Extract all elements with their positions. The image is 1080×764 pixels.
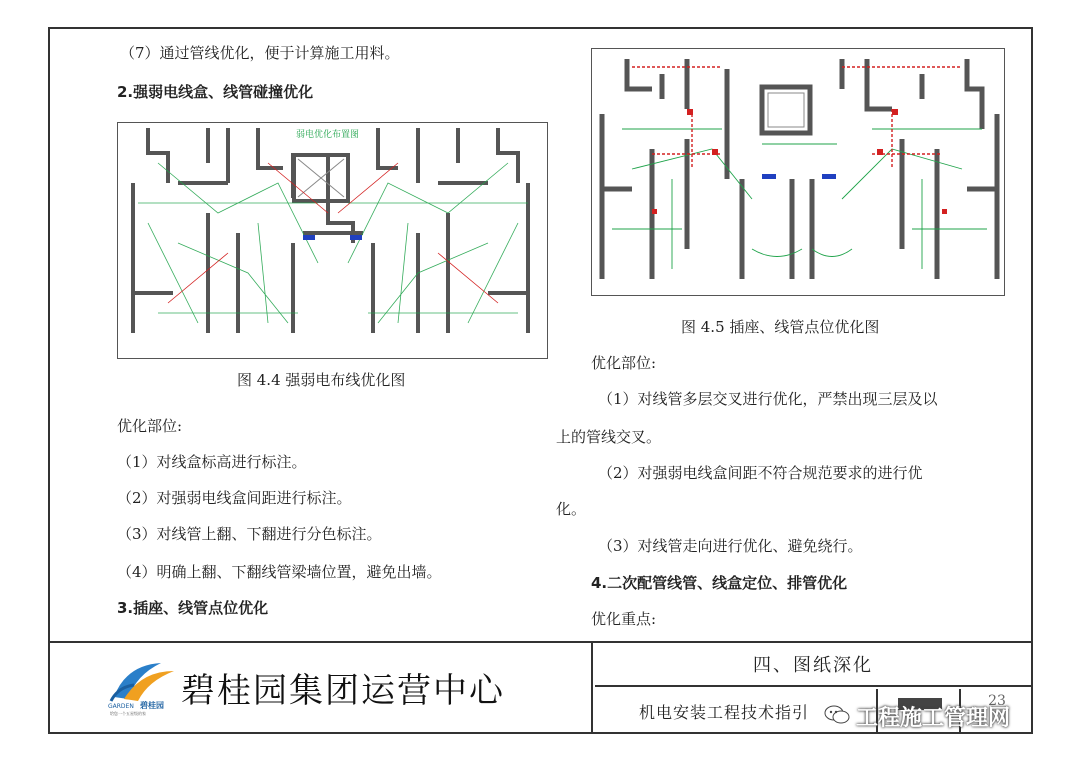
right-focus-label: 优化重点: bbox=[591, 610, 657, 628]
svg-text:碧桂园: 碧桂园 bbox=[140, 701, 164, 710]
right-item-1a: （1）对线管多层交叉进行优化，严禁出现三层及以 bbox=[598, 390, 938, 408]
right-optimize-label: 优化部位: bbox=[591, 354, 657, 372]
heading-3: 3.插座、线管点位优化 bbox=[117, 599, 269, 617]
right-item-2b: 化。 bbox=[556, 500, 587, 518]
floorplan-4-4 bbox=[118, 123, 548, 359]
watermark-text: 工程施工管理网 bbox=[856, 706, 1011, 731]
floorplan-4-5 bbox=[592, 49, 1005, 296]
title-block-company bbox=[48, 643, 593, 734]
company-name: 碧桂园集团运营中心 bbox=[181, 671, 505, 711]
right-item-2a: （2）对强弱电线盒间距不符合规范要求的进行优 bbox=[598, 464, 923, 482]
left-item-3: （3）对线管上翻、下翻进行分色标注。 bbox=[117, 525, 382, 543]
page-number: 23 bbox=[988, 693, 1006, 709]
section-title: 四、图纸深化 bbox=[595, 643, 1031, 687]
svg-text:给您一个五星级的家: 给您一个五星级的家 bbox=[110, 711, 146, 716]
wechat-icon bbox=[824, 704, 850, 726]
left-line-7: （7）通过管线优化，便于计算施工用料。 bbox=[120, 44, 400, 62]
left-optimize-label: 优化部位: bbox=[117, 417, 183, 435]
figure-4-4-label: 弱电优化布置图 bbox=[296, 130, 360, 140]
left-item-2: （2）对强弱电线盒间距进行标注。 bbox=[117, 489, 352, 507]
right-item-3: （3）对线管走向进行优化、避免绕行。 bbox=[598, 537, 863, 555]
figure-4-5 bbox=[591, 48, 1005, 296]
figure-4-4 bbox=[117, 122, 548, 359]
heading-2: 2.强弱电线盒、线管碰撞优化 bbox=[117, 83, 314, 101]
company-logo-icon bbox=[106, 657, 182, 717]
heading-4: 4.二次配管线管、线盒定位、排管优化 bbox=[591, 574, 848, 592]
left-item-4: （4）明确上翻、下翻线管梁墙位置，避免出墙。 bbox=[117, 563, 442, 581]
doc-title: 机电安装工程技术指引 bbox=[595, 689, 878, 734]
right-item-1b: 上的管线交叉。 bbox=[556, 428, 662, 446]
svg-text:GARDEN: GARDEN bbox=[108, 703, 134, 710]
left-item-1: （1）对线盒标高进行标注。 bbox=[117, 453, 307, 471]
figure-4-5-caption: 图 4.5 插座、线管点位优化图 bbox=[681, 318, 880, 336]
elevator-shaft-2 bbox=[762, 87, 810, 133]
figure-4-4-caption: 图 4.4 强弱电布线优化图 bbox=[237, 371, 406, 389]
